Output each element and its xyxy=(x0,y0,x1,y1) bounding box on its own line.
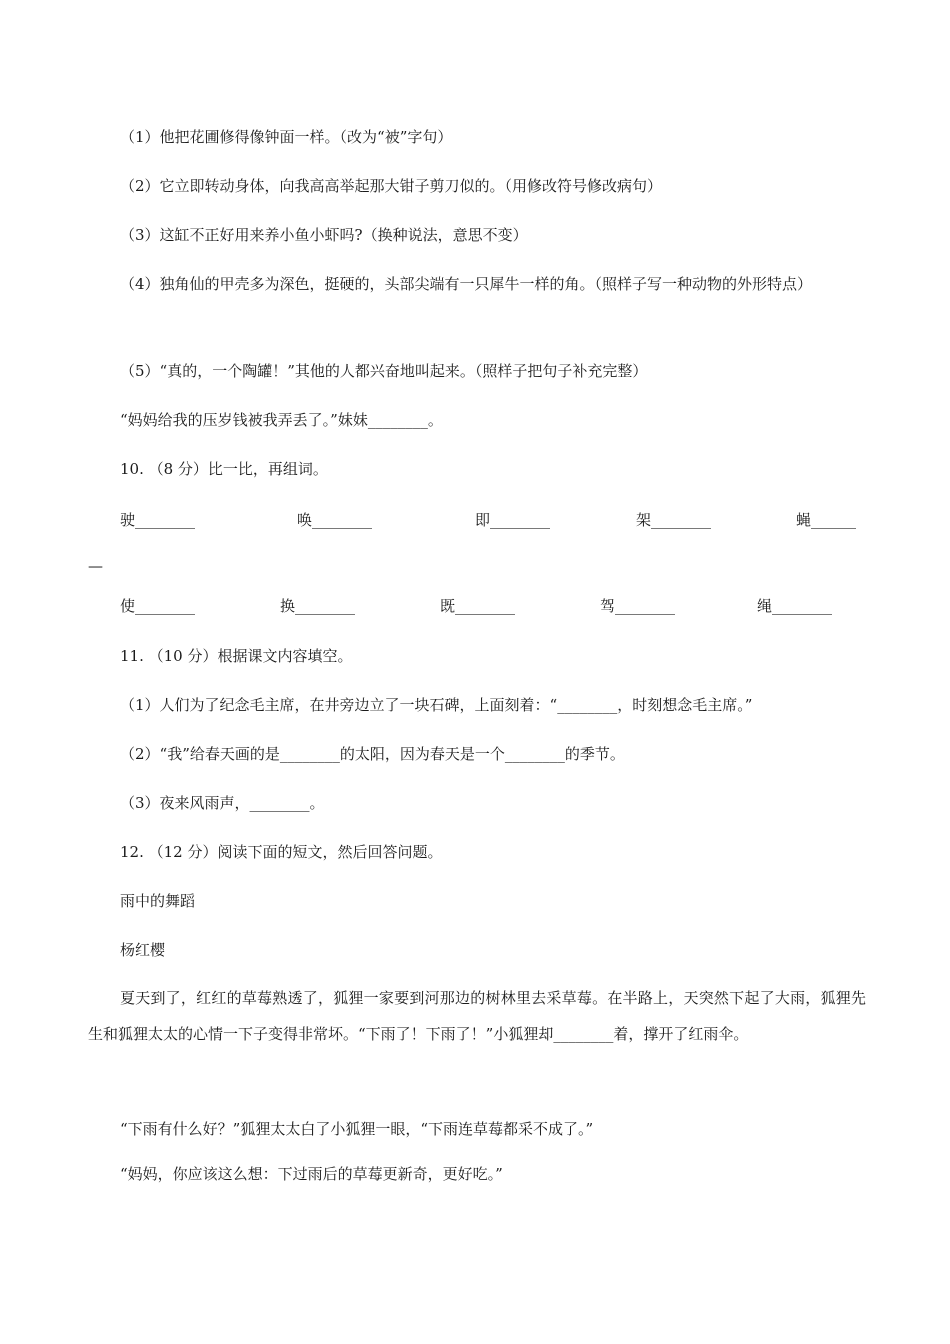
q11-item-1: （1）人们为了纪念毛主席，在井旁边立了一块石碑，上面刻着：“________，时刻想念毛主席。” xyxy=(120,696,753,714)
q10-blank-7[interactable]: 换________ xyxy=(280,597,356,615)
q9-item-5-sub: “妈妈给我的压岁钱被我弄丢了。”妹妹________。 xyxy=(120,411,443,429)
q10-blank-6[interactable]: 使________ xyxy=(120,597,196,615)
q10-blank-2[interactable]: 唤________ xyxy=(297,511,373,529)
q9-item-5: （5）“真的，一个陶罐！”其他的人都兴奋地叫起来。（照样子把句子补充完整） xyxy=(120,362,648,380)
q10-blank-9[interactable]: 驾________ xyxy=(600,597,676,615)
q10-heading: 10. （8 分）比一比，再组词。 xyxy=(120,460,328,478)
q9-item-2: （2）它立即转动身体，向我高高举起那大钳子剪刀似的。（用修改符号修改病句） xyxy=(120,177,663,195)
q10-blank-8[interactable]: 既________ xyxy=(440,597,516,615)
passage-paragraph-1: 夏天到了，红红的草莓熟透了，狐狸一家要到河那边的树林里去采草莓。在半路上，天突然下起了大雨，狐狸先生和狐狸太太的心情一下子变得非常坏。“下雨了！下雨了！”小狐狸却________着，撑开了红雨伞。 xyxy=(88,989,866,1043)
q10-blank-5-wrap: — xyxy=(88,557,103,575)
q11-item-3: （3）夜来风雨声，________。 xyxy=(120,794,325,812)
q9-item-4: （4）独角仙的甲壳多为深色，挺硬的，头部尖端有一只犀牛一样的角。（照样子写一种动物的外形特点） xyxy=(120,275,813,293)
passage-author: 杨红樱 xyxy=(120,941,166,959)
q9-item-1: （1）他把花圃修得像钟面一样。（改为“被”字句） xyxy=(120,128,453,146)
passage-title: 雨中的舞蹈 xyxy=(120,892,196,910)
q10-blank-10[interactable]: 绳________ xyxy=(757,597,833,615)
q10-blank-1[interactable]: 驶________ xyxy=(120,511,196,529)
q10-blank-3[interactable]: 即________ xyxy=(475,511,551,529)
q11-item-2: （2）“我”给春天画的是________的太阳，因为春天是一个________的季节。 xyxy=(120,745,625,763)
q10-blank-5[interactable]: 蝇______ xyxy=(796,511,857,529)
q10-blank-4[interactable]: 架________ xyxy=(636,511,712,529)
passage-paragraph-2: “下雨有什么好？”狐狸太太白了小狐狸一眼，“下雨连草莓都采不成了。” xyxy=(120,1120,594,1138)
q9-item-3: （3）这缸不正好用来养小鱼小虾吗?（换种说法，意思不变） xyxy=(120,226,528,244)
q12-heading: 12. （12 分）阅读下面的短文，然后回答问题。 xyxy=(120,843,443,861)
passage-paragraph-3: “妈妈，你应该这么想：下过雨后的草莓更新奇，更好吃。” xyxy=(120,1165,503,1183)
q11-heading: 11. （10 分）根据课文内容填空。 xyxy=(120,647,353,665)
